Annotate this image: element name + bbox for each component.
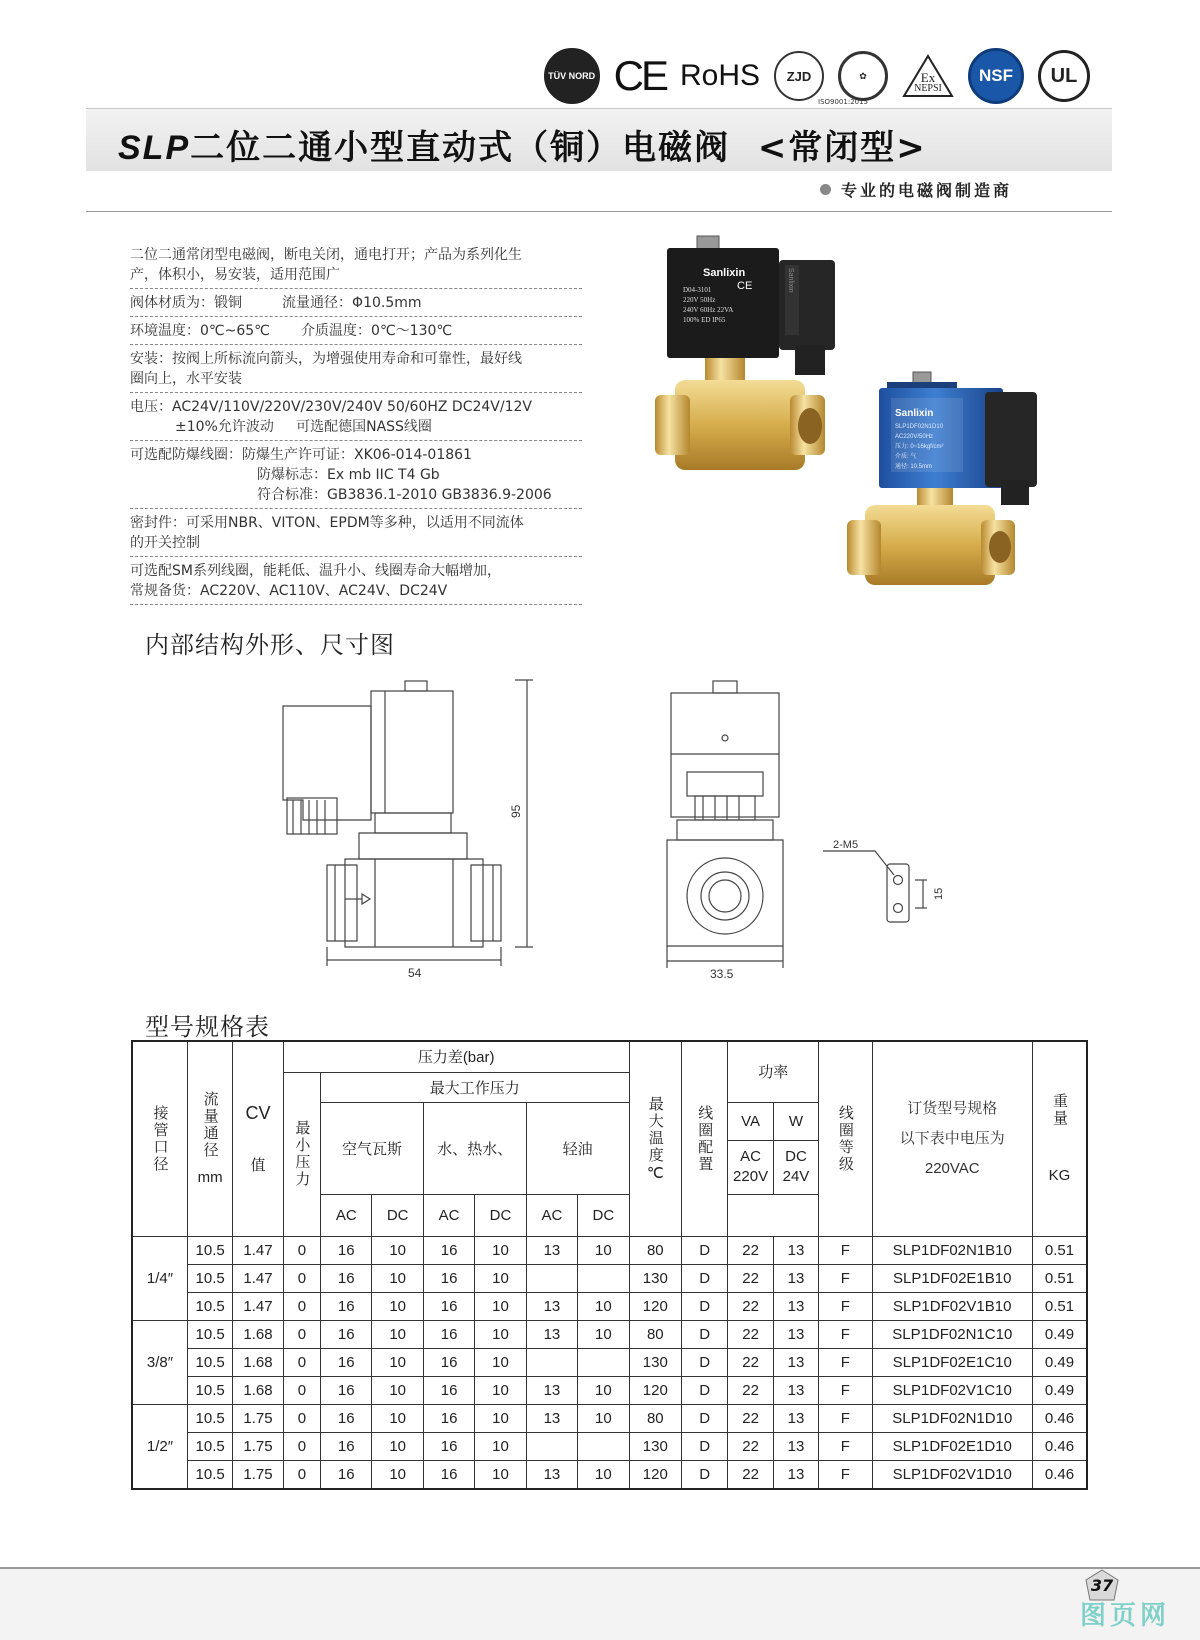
table-cell: F (819, 1264, 872, 1292)
page-subtitle: 专业的电磁阀制造商 (820, 178, 1012, 201)
table-cell: 0 (283, 1376, 320, 1404)
table-cell: 16 (321, 1348, 372, 1376)
table-cell: SLP1DF02E1C10 (872, 1348, 1032, 1376)
table-cell: D (682, 1348, 728, 1376)
table-cell (526, 1432, 577, 1460)
table-cell: D (682, 1432, 728, 1460)
table-cell: 10 (372, 1460, 423, 1489)
side-view-drawing (667, 681, 783, 968)
table-cell: 16 (423, 1404, 474, 1432)
table-cell: 10 (475, 1292, 526, 1320)
black-coil-label-line: D04-3101 (683, 286, 712, 294)
ce-mark-logo: CE (613, 52, 666, 99)
black-coil-brand: Sanlixin (703, 267, 746, 279)
table-cell: 22 (728, 1432, 773, 1460)
table-cell: 10 (578, 1404, 629, 1432)
table-cell: 130 (629, 1264, 681, 1292)
table-cell (526, 1348, 577, 1376)
table-cell: F (819, 1348, 872, 1376)
table-cell: 16 (423, 1236, 474, 1264)
table-cell: 0.49 (1032, 1320, 1087, 1348)
black-coil-label-line: 100% ED IP65 (683, 316, 726, 324)
table-cell: 10 (372, 1320, 423, 1348)
port-size-cell: 1/4″ (132, 1236, 187, 1320)
table-cell: D (682, 1404, 728, 1432)
header-weight: 重量 KG (1032, 1041, 1087, 1236)
table-cell: 10.5 (187, 1432, 232, 1460)
page-number-badge: 37 (1084, 1568, 1120, 1604)
table-cell: 22 (728, 1460, 773, 1489)
table-cell: 22 (728, 1264, 773, 1292)
table-cell: SLP1DF02V1B10 (872, 1292, 1032, 1320)
table-cell: 1.68 (233, 1348, 283, 1376)
table-cell: D (682, 1460, 728, 1489)
table-cell: 16 (321, 1236, 372, 1264)
port-size-cell: 3/8″ (132, 1320, 187, 1404)
table-cell: 10 (372, 1264, 423, 1292)
table-cell: 120 (629, 1376, 681, 1404)
black-coil-ce: CE (737, 280, 753, 292)
table-cell: 10 (372, 1236, 423, 1264)
table-cell: F (819, 1292, 872, 1320)
table-cell: 13 (526, 1376, 577, 1404)
table-cell: 22 (728, 1320, 773, 1348)
header-light-oil: 轻油 (526, 1102, 629, 1194)
iso-caption: ISO9001:2015 (818, 98, 869, 106)
table-cell: 13 (773, 1236, 818, 1264)
table-cell: 22 (728, 1292, 773, 1320)
table-cell: 0.46 (1032, 1432, 1087, 1460)
table-cell: 10 (578, 1460, 629, 1489)
table-cell: 0 (283, 1320, 320, 1348)
table-cell: 1.47 (233, 1236, 283, 1264)
table-cell: 10 (372, 1404, 423, 1432)
table-cell: 22 (728, 1376, 773, 1404)
table-cell: 0.49 (1032, 1376, 1087, 1404)
table-row (132, 1292, 1087, 1320)
black-coil-label-line: 220V 50Hz (683, 296, 716, 304)
table-cell: 0 (283, 1432, 320, 1460)
table-cell: SLP1DF02N1C10 (872, 1320, 1032, 1348)
blue-coil-label-line: 压力: 0~16kgf/cm² (895, 444, 944, 450)
table-cell: 10.5 (187, 1376, 232, 1404)
table-cell: 16 (423, 1460, 474, 1489)
header-coil-class: 线圈等级 (819, 1041, 872, 1236)
header-w: W (773, 1102, 818, 1140)
table-row (132, 1264, 1087, 1292)
table-cell: 13 (526, 1292, 577, 1320)
table-cell: D (682, 1292, 728, 1320)
table-cell: 13 (773, 1404, 818, 1432)
table-cell: D (682, 1236, 728, 1264)
product-description (130, 245, 582, 609)
table-cell: 80 (629, 1404, 681, 1432)
desc-item: 二位二通常闭型电磁阀，断电关闭，通电打开；产品为系列化生 产，体积小，易安装，适用范围广 (130, 245, 582, 289)
table-cell: 0 (283, 1264, 320, 1292)
table-cell: 0.51 (1032, 1292, 1087, 1320)
blue-coil-label-line: 介质: 气 (895, 454, 917, 460)
certification-logos (544, 48, 1090, 104)
table-cell: 16 (423, 1292, 474, 1320)
front-width-dimension: 54 (408, 966, 422, 980)
table-cell: 0.46 (1032, 1404, 1087, 1432)
table-cell: F (819, 1432, 872, 1460)
table-cell: 16 (423, 1320, 474, 1348)
blue-coil-valve-photo (847, 372, 1037, 585)
table-cell: 22 (728, 1348, 773, 1376)
spec-section-title: 型号规格表 (145, 1013, 270, 1041)
table-cell: 0 (283, 1404, 320, 1432)
table-cell: 10 (372, 1348, 423, 1376)
blue-coil-label-line: AC220V/50Hz (895, 434, 934, 440)
mounting-plate-drawing (823, 851, 927, 922)
header-coil-config: 线圈配置 (682, 1041, 728, 1236)
table-cell: 1.75 (233, 1460, 283, 1489)
table-cell: 16 (423, 1376, 474, 1404)
header-order-code: 订货型号规格 以下表中电压为 220VAC (872, 1041, 1032, 1236)
desc-item: 阀体材质为：锻铜 流量通径：Φ10.5mm (130, 293, 582, 317)
header-dc: DC (372, 1194, 423, 1236)
table-cell: 0 (283, 1460, 320, 1489)
table-cell: 10 (475, 1236, 526, 1264)
table-cell: 22 (728, 1404, 773, 1432)
footer-band (0, 1569, 1200, 1640)
table-cell: 1.75 (233, 1404, 283, 1432)
table-cell: 0.46 (1032, 1460, 1087, 1489)
header-air-gas: 空气瓦斯 (321, 1102, 424, 1194)
ex-nepsi-logo: Ex NEPSI (902, 53, 954, 99)
table-cell: 1.47 (233, 1292, 283, 1320)
header-port: 接管口径 (132, 1041, 187, 1236)
nsf-logo: NSF (968, 48, 1024, 104)
table-cell: 10.5 (187, 1348, 232, 1376)
table-cell (578, 1348, 629, 1376)
table-row (132, 1320, 1087, 1348)
table-cell: 16 (321, 1292, 372, 1320)
header-dc: DC (578, 1194, 629, 1236)
table-cell: 1.68 (233, 1320, 283, 1348)
structure-section-title: 内部结构外形、尺寸图 (145, 631, 395, 659)
table-cell: 0 (283, 1292, 320, 1320)
desc-item: 可选配防爆线圈：防爆生产许可证：XK06-014-01861 防爆标志：Ex mb IIC T4 Gb 符合标准：GB3836.1-2010 GB3836.9-2006 (130, 445, 582, 509)
tuv-nord-logo: TÜV NORD (544, 48, 600, 104)
table-cell: F (819, 1376, 872, 1404)
black-connector-brand: Sanlixin (787, 268, 794, 293)
table-cell: 10 (475, 1432, 526, 1460)
table-cell: 130 (629, 1348, 681, 1376)
certification-seal-icon: ✿ (838, 51, 888, 101)
spec-table-body (132, 1236, 1087, 1489)
table-cell: 13 (773, 1292, 818, 1320)
bullet-icon (820, 184, 831, 195)
table-cell: 10 (475, 1348, 526, 1376)
port-size-cell: 1/2″ (132, 1404, 187, 1489)
table-cell: 13 (773, 1348, 818, 1376)
table-cell: SLP1DF02N1D10 (872, 1404, 1032, 1432)
desc-item: 环境温度：0℃~65℃ 介质温度：0℃～130℃ (130, 321, 582, 345)
table-cell: 16 (423, 1432, 474, 1460)
table-cell: 0.49 (1032, 1348, 1087, 1376)
table-cell: 16 (321, 1460, 372, 1489)
header-flow-dia: 流量通径 mm (187, 1041, 232, 1236)
table-cell: 10.5 (187, 1236, 232, 1264)
table-cell: 16 (321, 1320, 372, 1348)
product-photos (655, 230, 1095, 630)
black-coil-label-line: 240V 60Hz 22VA (683, 306, 734, 314)
table-cell: 13 (526, 1320, 577, 1348)
table-cell: 10 (475, 1320, 526, 1348)
table-cell: 13 (773, 1264, 818, 1292)
table-cell: 16 (321, 1432, 372, 1460)
table-cell: 13 (526, 1404, 577, 1432)
table-cell: 10 (475, 1460, 526, 1489)
table-cell: F (819, 1460, 872, 1489)
header-blank (728, 1194, 819, 1236)
table-cell: 13 (773, 1376, 818, 1404)
header-ac220: AC 220V (728, 1140, 773, 1194)
side-width-dimension: 33.5 (710, 967, 734, 981)
table-cell: SLP1DF02E1B10 (872, 1264, 1032, 1292)
table-cell: 120 (629, 1292, 681, 1320)
table-cell: 16 (321, 1404, 372, 1432)
table-cell: SLP1DF02V1C10 (872, 1376, 1032, 1404)
mount-spacing-dimension: 15 (933, 887, 945, 900)
table-cell: 1.75 (233, 1432, 283, 1460)
table-cell (578, 1432, 629, 1460)
table-cell: 130 (629, 1432, 681, 1460)
header-divider (86, 211, 1112, 212)
table-cell: 16 (423, 1348, 474, 1376)
header-ac: AC (423, 1194, 474, 1236)
header-dc24: DC 24V (773, 1140, 818, 1194)
table-cell: 10 (475, 1376, 526, 1404)
table-cell: 10.5 (187, 1292, 232, 1320)
table-row (132, 1460, 1087, 1489)
desc-item: 可选配SM系列线圈，能耗低、温升小、线圈寿命大幅增加， 常规备货：AC220V、AC110V、AC24V、DC24V (130, 561, 582, 605)
table-cell (578, 1264, 629, 1292)
header-water: 水、热水、 (423, 1102, 526, 1194)
header-dc: DC (475, 1194, 526, 1236)
header-max-temp: 最大温度 ℃ (629, 1041, 681, 1236)
table-cell: 13 (526, 1460, 577, 1489)
table-cell: D (682, 1320, 728, 1348)
table-cell: 10 (578, 1292, 629, 1320)
table-cell (526, 1264, 577, 1292)
table-cell: 0.51 (1032, 1264, 1087, 1292)
table-cell: 10.5 (187, 1404, 232, 1432)
table-cell: 80 (629, 1236, 681, 1264)
table-cell: 13 (773, 1432, 818, 1460)
table-cell: 1.47 (233, 1264, 283, 1292)
table-cell: 10 (372, 1376, 423, 1404)
desc-item: 密封件：可采用NBR、VITON、EPDM等多种，以适用不同流体 的开关控制 (130, 513, 582, 557)
table-cell: 13 (773, 1460, 818, 1489)
header-power: 功率 (728, 1041, 819, 1102)
header-ac: AC (526, 1194, 577, 1236)
table-cell: 10 (578, 1320, 629, 1348)
header-pressure-diff: 压力差(bar) (283, 1041, 629, 1072)
table-cell: 10 (475, 1264, 526, 1292)
front-view-drawing (283, 680, 533, 966)
table-cell: 16 (321, 1376, 372, 1404)
table-row (132, 1432, 1087, 1460)
rohs-logo: RoHS (679, 59, 760, 92)
table-cell: 13 (773, 1320, 818, 1348)
zjd-logo: ZJD (774, 51, 824, 101)
table-cell: 10 (372, 1432, 423, 1460)
table-cell: 0 (283, 1348, 320, 1376)
table-cell: 0 (283, 1236, 320, 1264)
table-row (132, 1348, 1087, 1376)
table-cell: D (682, 1376, 728, 1404)
table-cell: 13 (526, 1236, 577, 1264)
table-row (132, 1376, 1087, 1404)
header-max-work-pressure: 最大工作压力 (321, 1072, 630, 1102)
table-cell: F (819, 1236, 872, 1264)
blue-coil-label-line: 通径: 10.5mm (895, 464, 933, 470)
table-cell: D (682, 1264, 728, 1292)
blue-coil-label-line: SLP1DF02N1D10 (895, 424, 944, 430)
table-cell: 16 (423, 1264, 474, 1292)
table-cell: SLP1DF02V1D10 (872, 1460, 1032, 1489)
header-min-pressure: 最小压力 (283, 1072, 320, 1236)
height-dimension: 95 (509, 804, 523, 818)
header-va: VA (728, 1102, 773, 1140)
table-cell: 10 (372, 1292, 423, 1320)
desc-item: 电压：AC24V/110V/220V/230V/240V 50/60HZ DC24V/12V ±10%允许波动 可选配德国NASS线圈 (130, 397, 582, 441)
table-cell: 10 (578, 1236, 629, 1264)
watermark: 图页网 (1080, 1601, 1171, 1631)
table-cell: SLP1DF02N1B10 (872, 1236, 1032, 1264)
table-row (132, 1404, 1087, 1432)
table-cell: 10.5 (187, 1460, 232, 1489)
spec-table (131, 1040, 1088, 1490)
desc-item: 安装：按阀上所标流向箭头，为增强使用寿命和可靠性，最好线 圈向上，水平安装 (130, 349, 582, 393)
table-row (132, 1236, 1087, 1264)
dimension-drawing (275, 668, 955, 988)
table-cell: 1.68 (233, 1376, 283, 1404)
ul-logo: UL (1038, 50, 1090, 102)
header-ac: AC (321, 1194, 372, 1236)
table-cell: SLP1DF02E1D10 (872, 1432, 1032, 1460)
table-cell: 22 (728, 1236, 773, 1264)
table-cell: 120 (629, 1460, 681, 1489)
table-cell: 10.5 (187, 1264, 232, 1292)
table-cell: 10.5 (187, 1320, 232, 1348)
table-cell: 10 (578, 1376, 629, 1404)
table-cell: 16 (321, 1264, 372, 1292)
table-cell: 10 (475, 1404, 526, 1432)
table-cell: F (819, 1404, 872, 1432)
table-cell: 80 (629, 1320, 681, 1348)
blue-coil-brand: Sanlixin (895, 408, 934, 419)
table-cell: 0.51 (1032, 1236, 1087, 1264)
header-cv: CV 值 (233, 1041, 283, 1236)
table-cell: F (819, 1320, 872, 1348)
mount-thread-label: 2-M5 (833, 839, 859, 851)
page-title: SLP二位二通小型直动式（铜）电磁阀 <常闭型> (118, 128, 927, 168)
